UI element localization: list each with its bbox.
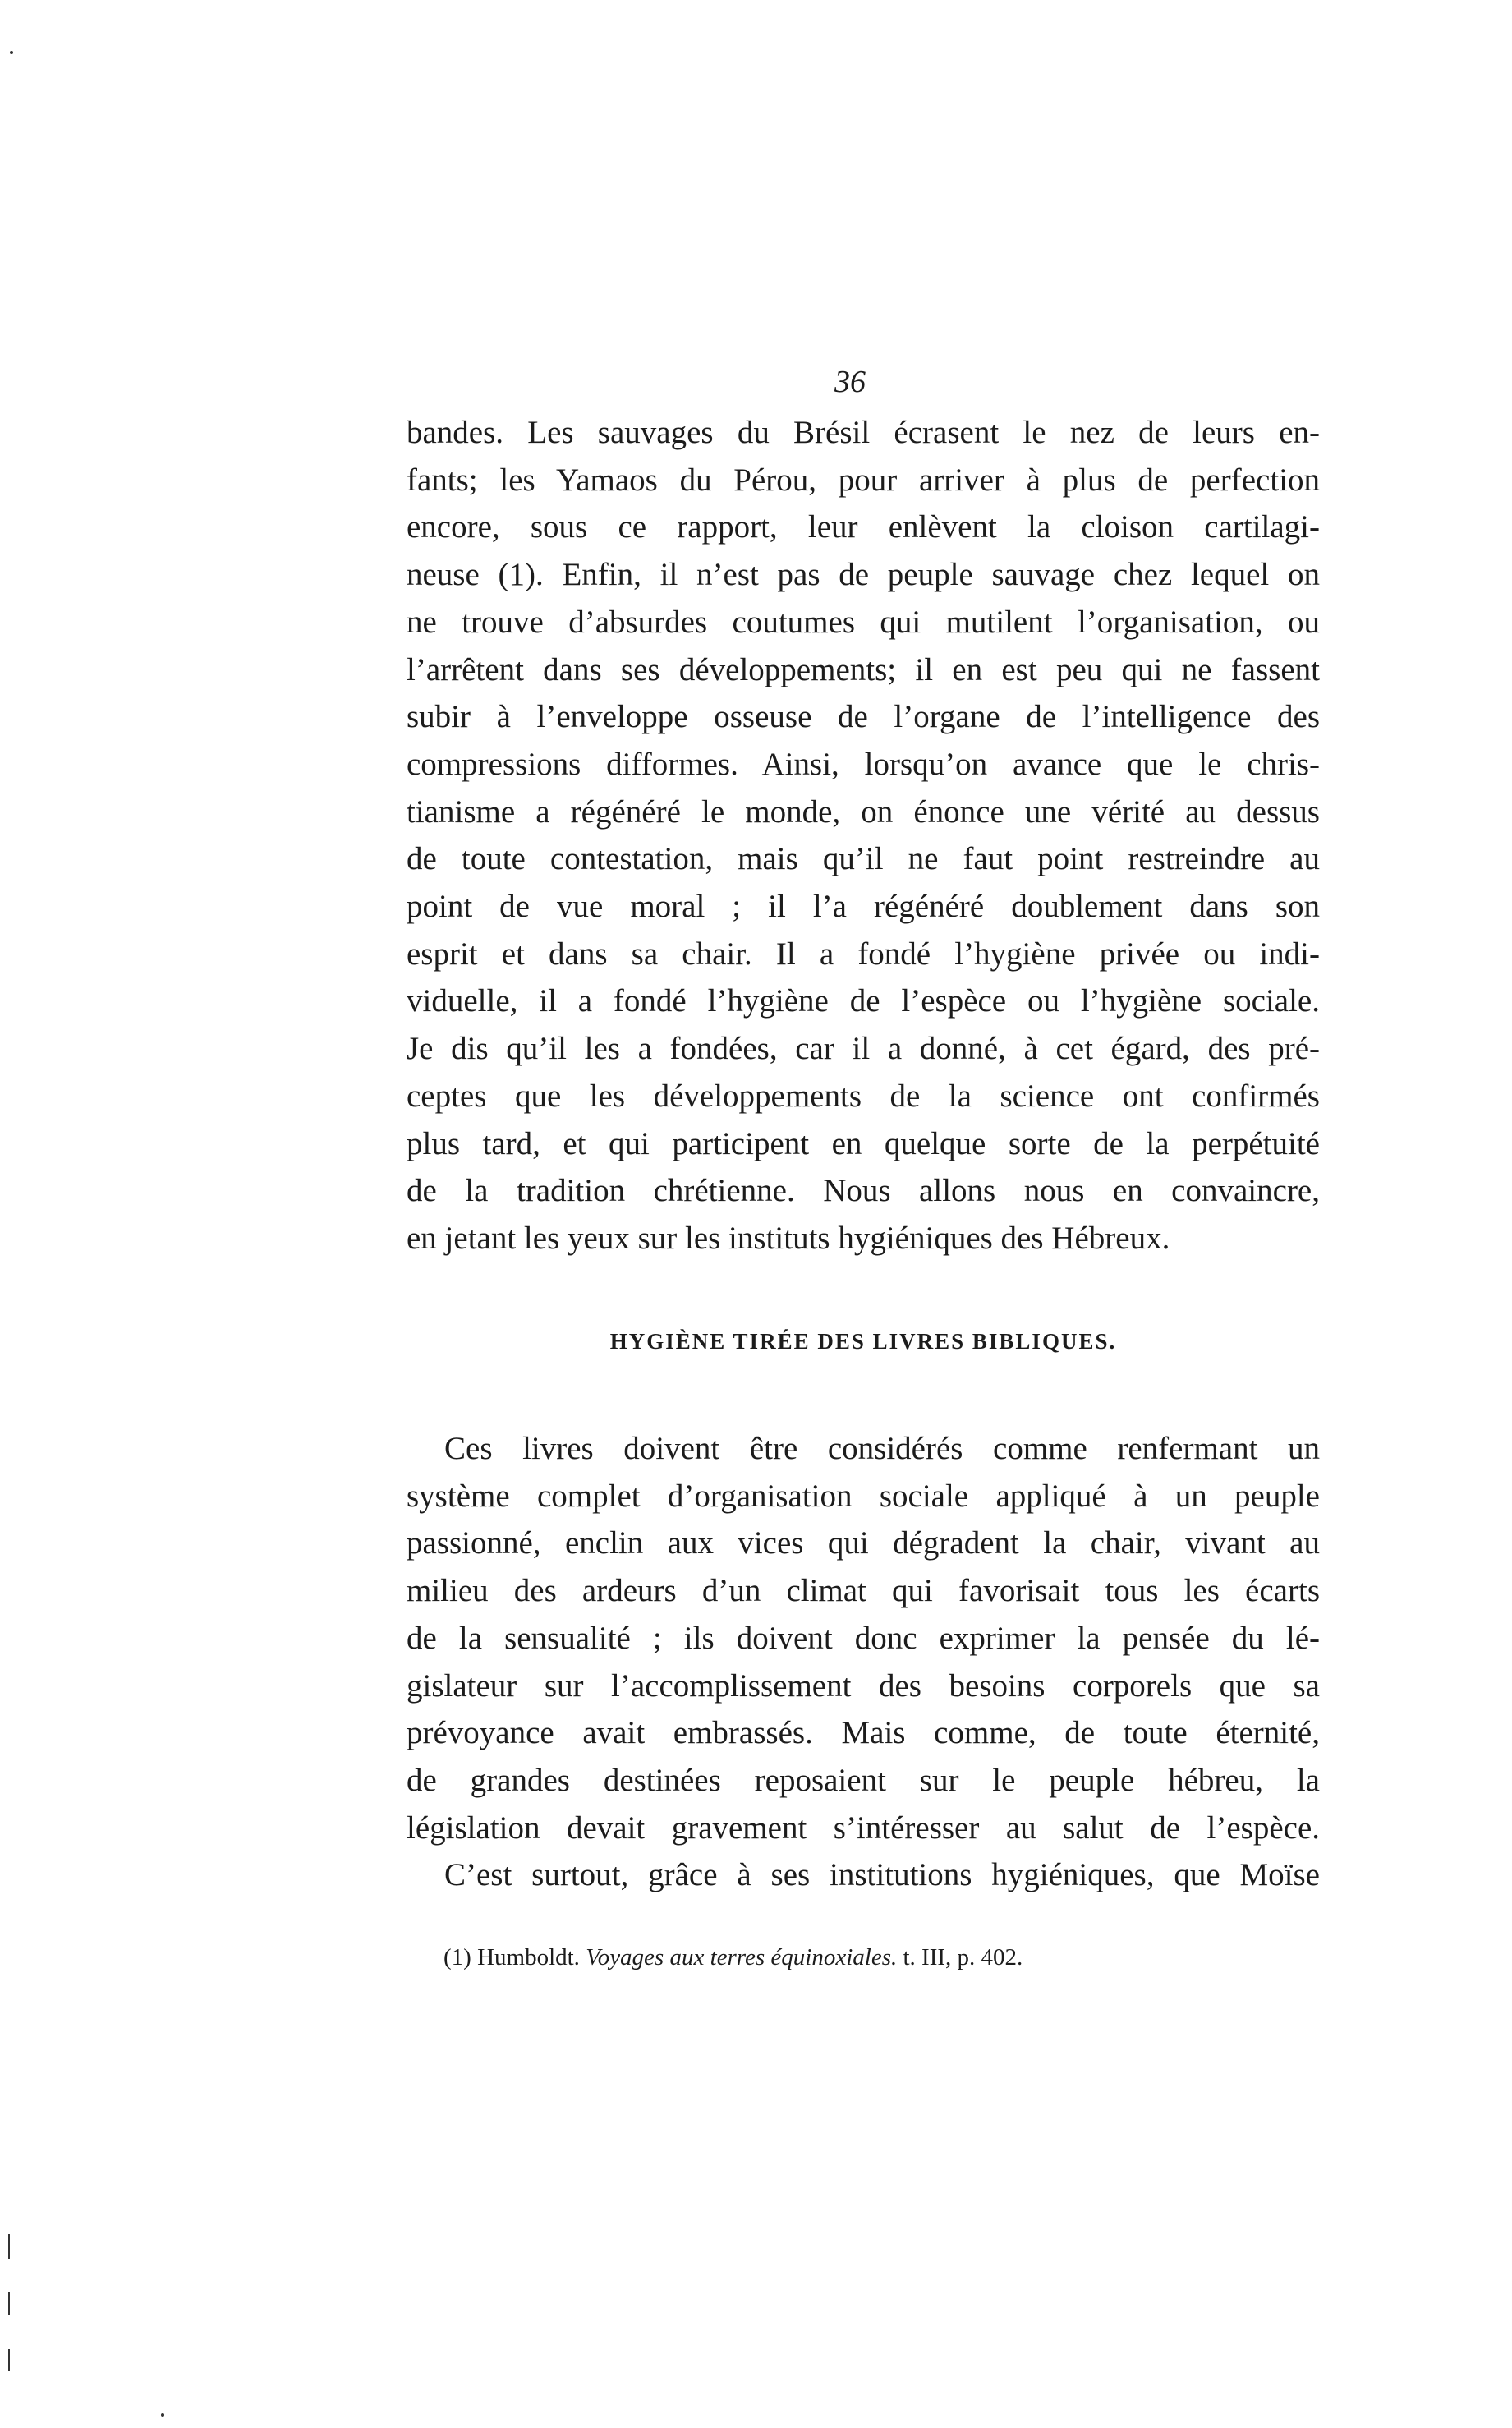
text-line: gislateur sur l’accomplissement des besoins corporels que sa (407, 1667, 1320, 1704)
text-line: milieu des ardeurs d’un climat qui favorisait tous les écarts (407, 1573, 1320, 1609)
scan-speck (10, 51, 13, 54)
text-line: de la tradition chrétienne. Nous allons nous en convaincre, (407, 1173, 1320, 1209)
page-number: 36 (834, 365, 866, 399)
paragraph-1 (407, 409, 1320, 1262)
text-line: compressions difformes. Ainsi, lorsqu’on avance que le chris- (407, 746, 1320, 782)
scan-edge-mark (8, 2234, 10, 2259)
text-line: viduelle, il a fondé l’hygiène de l’espèce ou l’hygiène sociale. (407, 983, 1320, 1019)
text-line: neuse (1). Enfin, il n’est pas de peuple sauvage chez lequel on (407, 557, 1320, 593)
text-line: plus tard, et qui participent en quelque sorte de la perpétuité (407, 1125, 1320, 1161)
text-line: de toute contestation, mais qu’il ne faut point restreindre au (407, 841, 1320, 877)
text-line: système complet d’organisation sociale appliqué à un peuple (407, 1478, 1320, 1514)
text-line: de grandes destinées reposaient sur le peuple hébreu, la (407, 1762, 1320, 1798)
text-line: ceptes que les développements de la science ont confirmés (407, 1078, 1320, 1114)
scan-edge-mark (8, 2349, 10, 2371)
text-line: bandes. Les sauvages du Brésil écrasent le nez de leurs en- (407, 415, 1320, 450)
footnote (443, 1943, 1314, 1972)
text-line: passionné, enclin aux vices qui dégradent la chair, vivant au (407, 1525, 1320, 1561)
scan-speck (161, 2413, 164, 2417)
text-line: de la sensualité ; ils doivent donc exprimer la pensée du lé- (407, 1620, 1320, 1656)
text-line: en jetant les yeux sur les instituts hygiéniques des Hébreux. (407, 1220, 1170, 1256)
text-line: subir à l’enveloppe osseuse de l’organe de l’intelligence des (407, 699, 1320, 735)
text-line: prévoyance avait embrassés. Mais comme, de toute éternité, (407, 1715, 1320, 1751)
text-line: C’est surtout, grâce à ses institutions hygiéniques, que Moïse (444, 1857, 1320, 1893)
text-line: législation devait gravement s’intéresser au salut de l’espèce. (407, 1810, 1320, 1846)
text-line: l’arrêtent dans ses développements; il en est peu qui ne fassent (407, 651, 1320, 687)
section-heading: HYGIÈNE TIRÉE DES LIVRES BIBLIQUES. (609, 1329, 1117, 1354)
footnote-marker: (1) Humboldt. (443, 1944, 580, 1970)
paragraph-2 (407, 1425, 1320, 1899)
text-line: Je dis qu’il les a fondées, car il a donné, à cet égard, des pré- (407, 1031, 1320, 1067)
scan-edge-mark (8, 2292, 10, 2315)
text-line: fants; les Yamaos du Pérou, pour arriver à plus de perfection (407, 462, 1320, 498)
text-line: point de vue moral ; il l’a régénéré doublement dans son (407, 889, 1320, 925)
text-line: esprit et dans sa chair. Il a fondé l’hygiène privée ou indi- (407, 936, 1320, 972)
text-line: Ces livres doivent être considérés comme renfermant un (444, 1431, 1320, 1466)
text-line: tianisme a régénéré le monde, on énonce une vérité au dessus (407, 793, 1320, 830)
text-line: encore, sous ce rapport, leur enlèvent la cloison cartilagi- (407, 509, 1320, 545)
text-line: ne trouve d’absurdes coutumes qui mutilent l’organisation, ou (407, 604, 1320, 640)
footnote-reference: t. III, p. 402. (903, 1944, 1023, 1970)
footnote-title: Voyages aux terres équinoxiales. (586, 1944, 898, 1970)
